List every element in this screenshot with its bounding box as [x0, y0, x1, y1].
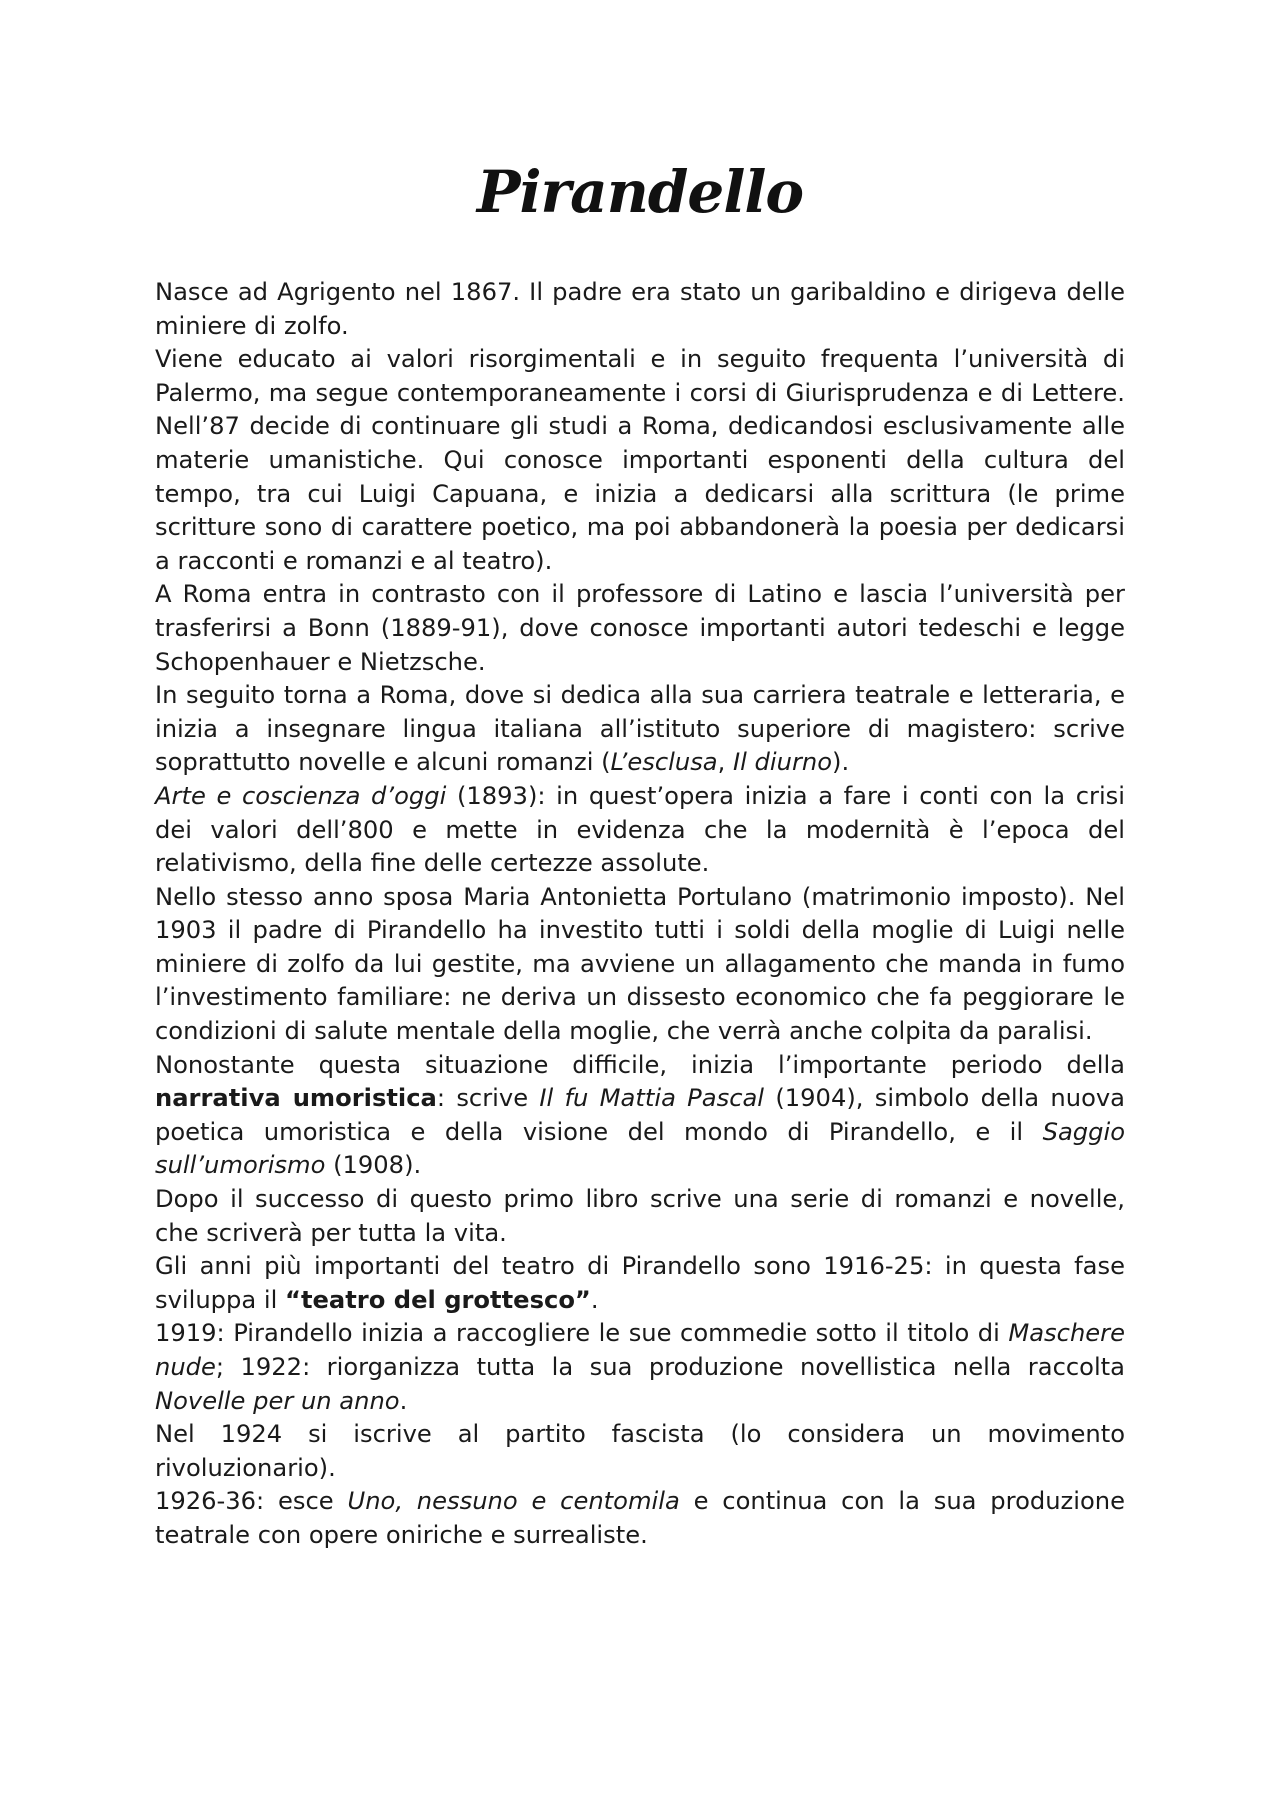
text-span: (1908).: [325, 1151, 422, 1180]
text-span: : scrive: [436, 1084, 540, 1113]
document-body: [155, 276, 1125, 1553]
paragraph-humorous-narrative: [155, 1049, 1125, 1183]
text-span: 1926-36: esce: [155, 1487, 348, 1516]
paragraph-success: Dopo il successo di questo primo libro scrive una serie di romanzi e novelle, che scriverà per tutta la vita.: [155, 1185, 1125, 1247]
bold-term: narrativa umoristica: [155, 1084, 437, 1113]
paragraph-arte-coscienza: [155, 780, 1125, 881]
work-title: Il diurno: [733, 748, 833, 777]
text-span: e continua con la sua produzione teatrale con opere oniriche e surrealiste.: [155, 1487, 1125, 1549]
text-span: .: [399, 1386, 408, 1415]
paragraph-fascism: Nel 1924 si iscrive al partito fascista (lo considera un movimento rivoluzionario).: [155, 1420, 1125, 1482]
text-span: In seguito torna a Roma, dove si dedica alla sua carriera teatrale e letteraria, e inizia a insegnare lingua italiana all’istituto superiore di magistero: scrive soprattutto novelle e alcuni romanzi (: [155, 681, 1125, 777]
paragraph-birth: Nasce ad Agrigento nel 1867. Il padre era stato un garibaldino e dirigeva delle miniere di zolfo.: [155, 278, 1125, 340]
text-span: ).: [832, 748, 850, 777]
work-title: Arte e coscienza d’oggi: [155, 781, 447, 810]
paragraph-1926: [155, 1485, 1125, 1552]
work-title: Uno, nessuno e centomila: [347, 1487, 680, 1516]
text-span: .: [590, 1285, 599, 1314]
paragraph-theatre: [155, 1250, 1125, 1317]
text-span: ,: [717, 748, 734, 777]
paragraph-marriage: Nello stesso anno sposa Maria Antonietta Portulano (matrimonio imposto). Nel 1903 il padre di Pirandello ha investito tutti i soldi della moglie di Luigi nelle miniere di zolfo da lui gestite, ma avviene un allagamento che manda in fumo l’investimento familiare: ne deriva un dissesto economico che fa peggiorare le condizioni di salute mentale della moglie, che verrà anche colpita da paralisi.: [155, 882, 1125, 1046]
work-title: Novelle per un anno: [155, 1386, 400, 1415]
page-title: Pirandello: [476, 158, 804, 226]
text-span: Nonostante questa situazione difficile, inizia l’importante periodo della: [155, 1050, 1125, 1079]
text-span: Gli anni più importanti del teatro di Pirandello sono 1916-25: in questa fase sviluppa il: [155, 1252, 1125, 1314]
paragraph-1919: [155, 1317, 1125, 1418]
work-title: Maschere nude: [155, 1319, 1125, 1381]
work-title: L’esclusa: [610, 748, 718, 777]
paragraph-bonn: A Roma entra in contrasto con il professore di Latino e lascia l’università per trasferirsi a Bonn (1889-91), dove conosce importanti autori tedeschi e legge Schopenhauer e Nietzsche.: [155, 580, 1125, 676]
work-title: Saggio sull’umorismo: [155, 1117, 1125, 1180]
bold-term: “teatro del grottesco”: [285, 1285, 591, 1314]
paragraph-education: Viene educato ai valori risorgimentali e in seguito frequenta l’università di Palermo, ma segue contemporaneamente i corsi di Giurisprudenza e di Lettere. Nell’87 decide di continuare gli studi a Roma, dedicandosi esclusivamente alle materie umanistiche. Qui conosce importanti esponenti della cultura del tempo, tra cui Luigi Capuana, e inizia a dedicarsi alla scrittura (le prime scritture sono di carattere poetico, ma poi abbandonerà la poesia per dedicarsi a racconti e romanzi e al teatro).: [155, 345, 1125, 575]
paragraph-early-career: [155, 679, 1125, 780]
text-span: 1919: Pirandello inizia a raccogliere le sue commedie sotto il titolo di: [155, 1319, 1009, 1348]
work-title: Il fu Mattia Pascal: [539, 1084, 765, 1113]
text-span: (1893): in quest’opera inizia a fare i conti con la crisi dei valori dell’800 e mette in evidenza che la modernità è l’epoca del relativismo, della fine delle certezze assolute.: [155, 781, 1126, 878]
text-span: (1904), simbolo della nuova poetica umoristica e della visione del mondo di Pirandello, e il: [155, 1084, 1125, 1146]
text-span: ; 1922: riorganizza tutta la sua produzione novellistica nella raccolta: [215, 1353, 1125, 1381]
